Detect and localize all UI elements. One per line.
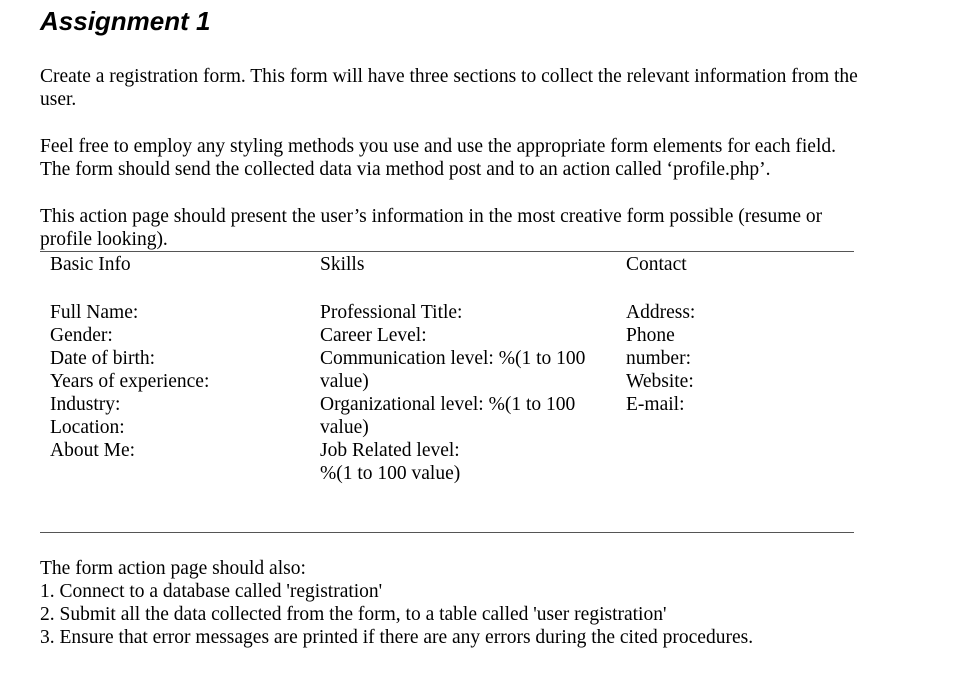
column-header-basic-info: Basic Info	[50, 254, 131, 275]
intro-paragraph-2-line: The form should send the collected data via method post and to an action called ‘profile.php’.	[40, 159, 771, 180]
table-top-border	[40, 251, 854, 252]
basic-info-field: Years of experience:	[50, 371, 210, 392]
requirement-item: 2. Submit all the data collected from the form, to a table called 'user registration'	[40, 604, 667, 625]
requirement-item: 3. Ensure that error messages are printed if there are any errors during the cited procedures.	[40, 627, 754, 648]
skills-field: Job Related level:	[320, 440, 460, 461]
skills-field: Communication level: %(1 to 100	[320, 348, 586, 369]
column-header-contact: Contact	[626, 254, 687, 275]
table-bottom-border	[40, 532, 854, 533]
contact-field: Phone	[626, 325, 675, 346]
intro-paragraph-1	[40, 65, 940, 111]
requirement-item: 1. Connect to a database called 'registration'	[40, 581, 383, 602]
basic-info-field: Full Name:	[50, 302, 139, 323]
requirements-heading: The form action page should also:	[40, 558, 306, 579]
basic-info-field: Location:	[50, 417, 125, 438]
intro-paragraph-1-line: Create a registration form. This form will have three sections to collect the relevant information from the	[40, 66, 858, 87]
action-page-requirements	[40, 557, 753, 649]
basic-info-field: About Me:	[50, 440, 136, 461]
basic-info-field: Industry:	[50, 394, 121, 415]
intro-paragraph-2-line: Feel free to employ any styling methods you use and use the appropriate form elements for each field.	[40, 136, 837, 157]
intro-paragraph-3-line: This action page should present the user’s information in the most creative form possible (resume or	[40, 206, 823, 227]
basic-info-field: Gender:	[50, 325, 113, 346]
intro-paragraph-3-line: profile looking).	[40, 229, 168, 250]
contact-field: Address:	[626, 302, 696, 323]
contact-field: number:	[626, 348, 691, 369]
skills-field: %(1 to 100 value)	[320, 463, 461, 484]
basic-info-field: Date of birth:	[50, 348, 156, 369]
intro-paragraph-3	[40, 205, 940, 251]
intro-paragraph-2	[40, 135, 940, 181]
skills-field: Career Level:	[320, 325, 427, 346]
skills-field: value)	[320, 417, 369, 438]
skills-field: Organizational level: %(1 to 100	[320, 394, 576, 415]
contact-field: Website:	[626, 371, 694, 392]
column-header-skills: Skills	[320, 254, 365, 275]
contact-field: E-mail:	[626, 394, 685, 415]
skills-field: value)	[320, 371, 369, 392]
intro-paragraph-1-line: user.	[40, 89, 77, 110]
page-title: Assignment 1	[40, 6, 211, 36]
skills-field: Professional Title:	[320, 302, 463, 323]
